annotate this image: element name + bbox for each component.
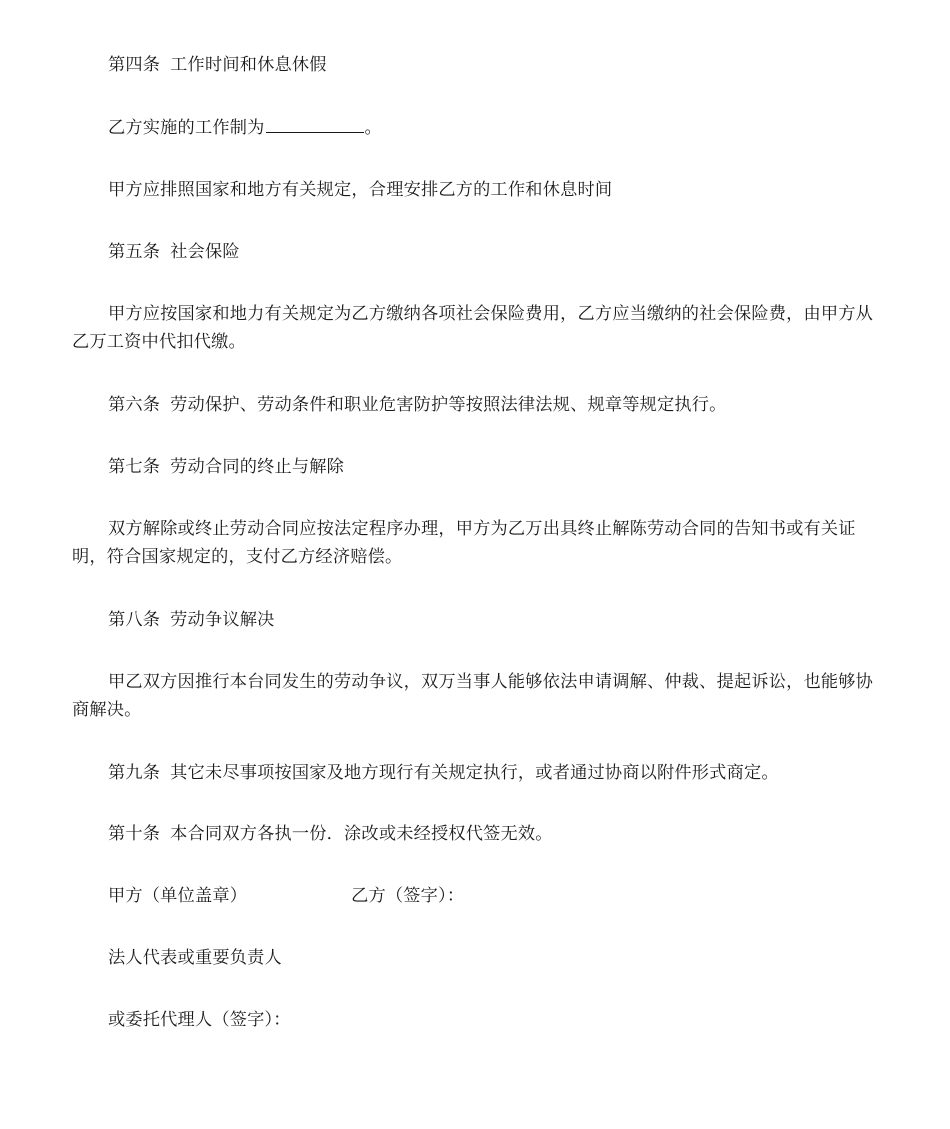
article8-title: 劳动争议解决 bbox=[170, 610, 275, 630]
article10-title: 本合同双方各执一份．涂改或未经授权代签无效。 bbox=[170, 824, 553, 844]
article8-number: 第八条 bbox=[108, 610, 161, 630]
article9-number: 第九条 bbox=[108, 763, 161, 783]
article5-heading bbox=[72, 238, 880, 266]
article6-number: 第六条 bbox=[108, 395, 161, 415]
article4-heading bbox=[72, 51, 880, 79]
work-system-label: 乙方实施的工作制为 bbox=[108, 118, 265, 138]
article6-heading bbox=[72, 391, 880, 419]
article10-heading bbox=[72, 820, 880, 848]
article5-title: 社会保险 bbox=[170, 242, 240, 262]
signature-parties-line bbox=[72, 882, 880, 910]
legal-rep-label: 法人代表或重要负责人 bbox=[108, 948, 282, 968]
agent-signature-label: 或委托代理人（签字）： bbox=[108, 1010, 291, 1030]
article4-title: 工作时间和休息休假 bbox=[170, 55, 327, 75]
article8-heading bbox=[72, 606, 880, 634]
article7-number: 第七条 bbox=[108, 457, 161, 477]
party-b-label: 乙方（签字）： bbox=[351, 886, 465, 906]
party-a-label: 甲方（单位盖章） bbox=[108, 886, 248, 906]
article7-title: 劳动合同的终止与解除 bbox=[170, 457, 345, 477]
article4-number: 第四条 bbox=[108, 55, 161, 75]
article5-body: 甲方应按国家和地力有关规定为乙方缴纳各项社会保险费用，乙方应当缴纳的社会保险费，由甲方从乙万工资中代扣代缴。 bbox=[72, 304, 874, 352]
article9-title: 其它未尽事项按国家及地方现行有关规定执行，或者通过协商以附件形式商定。 bbox=[170, 763, 779, 783]
article8-body: 甲乙双方因推行本台同发生的劳动争议，双万当事人能够依法申请调解、仲裁、提起诉讼，也能够协商解决。 bbox=[72, 672, 874, 720]
article7-heading bbox=[72, 453, 880, 481]
article10-number: 第十条 bbox=[108, 824, 161, 844]
work-system-blank bbox=[266, 114, 364, 133]
work-system-line bbox=[72, 114, 880, 142]
article7-body: 双方解除或终止劳动合同应按法定程序办理，甲方为乙万出具终止解陈劳动合同的告知书或有关证明，符合国家规定的，支付乙方经济赔偿。 bbox=[72, 519, 856, 567]
work-system-end: 。 bbox=[364, 118, 382, 138]
article9-heading bbox=[72, 759, 880, 787]
article5-number: 第五条 bbox=[108, 242, 161, 262]
work-arrangement-text: 甲方应排照国家和地方有关规定，合理安排乙方的工作和休息时间 bbox=[108, 180, 613, 200]
article6-title: 劳动保护、劳动条件和职业危害防护等按照法律法规、规章等规定执行。 bbox=[170, 395, 727, 415]
